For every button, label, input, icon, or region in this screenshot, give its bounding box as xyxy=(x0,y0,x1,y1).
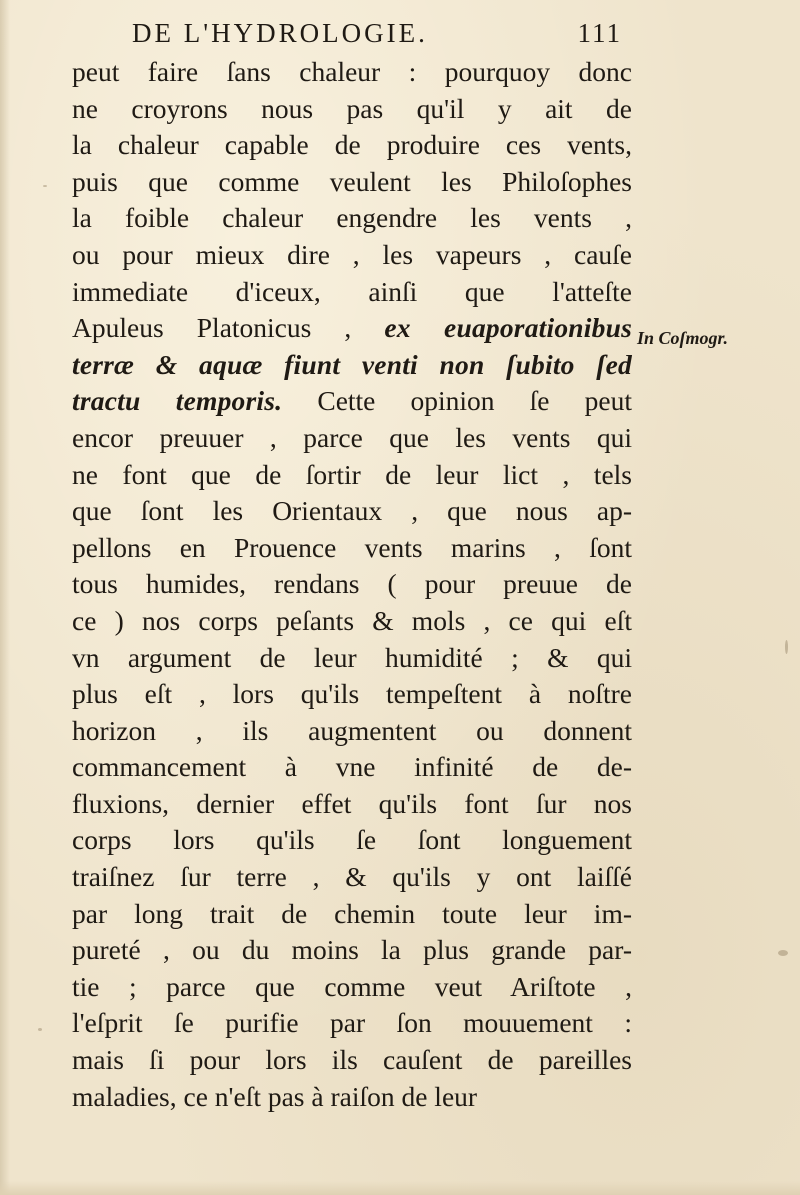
text-line-16: ce ) nos corps peſants & mols , ce qui eſt xyxy=(72,604,632,636)
text-line-14: pellons en Prouence vents marins , ſont xyxy=(72,531,632,563)
text-line-10-roman: Cette opinion ſe peut xyxy=(282,385,632,417)
text-line-2: ne croyrons nous pas qu'il y ait de xyxy=(72,92,632,124)
page-bottom-shadow xyxy=(0,1181,800,1195)
running-head-title: DE L'HYDROLOGIE. xyxy=(132,18,428,48)
text-line-8-roman: Apuleus Platonicus , xyxy=(72,312,385,344)
text-line-10 xyxy=(72,383,632,420)
text-line-1: peut faire ſans chaleur : pourquoy donc xyxy=(72,56,632,87)
text-line-29: maladies, ce n'eſt pas à raiſon de leur xyxy=(72,1080,478,1112)
marginal-note: In Coſmogr. xyxy=(637,328,729,348)
text-line-22: corps lors qu'ils ſe ſont longuement xyxy=(72,824,632,856)
text-line-23: traiſnez ſur terre , & qu'ils y ont laiſſé xyxy=(72,861,632,893)
text-line-10-italic: tractu temporis. xyxy=(72,385,283,417)
text-line-11: encor preuuer , parce que les vents qui xyxy=(72,421,632,453)
ink-speck xyxy=(38,1028,42,1031)
text-line-4: puis que comme veulent les Philoſophes xyxy=(72,165,632,197)
body-text xyxy=(72,54,632,1115)
text-line-8-italic: ex euaporationibus xyxy=(384,312,632,344)
text-line-24: par long trait de chemin toute leur im- xyxy=(72,897,632,929)
text-line-28: mais ſi pour lors ils cauſent de pareilles xyxy=(72,1044,632,1076)
page-edge-shadow xyxy=(0,0,10,1195)
text-line-12: ne font que de ſortir de leur lict , tels xyxy=(72,458,632,490)
text-line-21: fluxions, dernier effet qu'ils font ſur nos xyxy=(72,787,632,819)
text-line-26: tie ; parce que comme veut Ariſtote , xyxy=(72,970,632,1002)
text-line-19: horizon , ils augmentent ou donnent xyxy=(72,714,632,746)
text-line-9: terræ & aquæ fiunt venti non ſubito ſed xyxy=(72,348,632,380)
text-line-17: vn argument de leur humidité ; & qui xyxy=(72,641,632,673)
text-line-7: immediate d'iceux, ainſi que l'atteſte xyxy=(72,275,632,307)
page-number: 111 xyxy=(577,18,622,48)
text-line-18: plus eſt , lors qu'ils tempeſtent à noſtre xyxy=(72,678,632,710)
text-line-27: l'eſprit ſe purifie par ſon mouuement : xyxy=(72,1007,632,1039)
text-line-15: tous humides, rendans ( pour preuue de xyxy=(72,568,632,600)
text-line-20: commancement à vne infinité de de- xyxy=(72,751,632,783)
text-line-5: la foible chaleur engendre les vents , xyxy=(72,202,632,234)
ink-speck xyxy=(43,185,47,187)
text-line-13: que ſont les Orientaux , que nous ap- xyxy=(72,495,632,527)
ink-speck xyxy=(778,950,788,956)
running-head xyxy=(132,18,632,54)
text-line-3: la chaleur capable de produire ces vents, xyxy=(72,129,632,161)
text-line-25: pureté , ou du moins la plus grande par- xyxy=(72,934,632,966)
text-line-6: ou pour mieux dire , les vapeurs , cauſe xyxy=(72,238,632,270)
text-line-8 xyxy=(72,310,632,347)
ink-speck xyxy=(785,640,788,654)
